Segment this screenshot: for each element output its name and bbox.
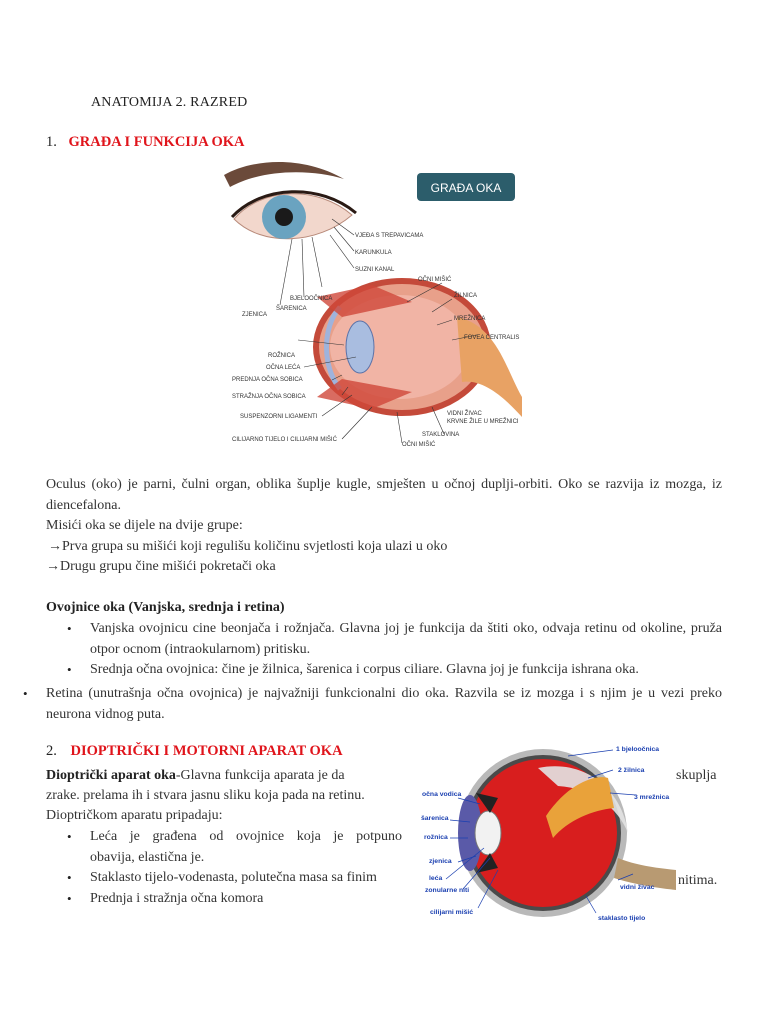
label-straznja: STRAŽNJA OČNA SOBICA: [232, 394, 306, 400]
label-mreznica: MREŽNICA: [454, 316, 486, 322]
badge-label: GRAĐA OKA: [430, 181, 502, 195]
label-krvne: KRVNE ŽILE U MREŽNICI: [447, 419, 519, 425]
label-cilijarno: CILIJARNO TIJELO I CILIJARNI MIŠIĆ: [232, 437, 337, 443]
ovojnice-list: [90, 619, 722, 681]
label-staklovina: STAKLOVINA: [422, 432, 460, 438]
list-item: [90, 827, 402, 868]
dioptric-line-2: zrake. prelama ih i stvara jasnu sliku koja pada na retinu.: [46, 788, 365, 803]
label-bjeloocnica: BJELOOČNICA: [290, 296, 333, 302]
label-roznica: rožnica: [424, 834, 448, 841]
bullet-1-line-b: obavija, elastična je.: [90, 849, 205, 865]
section-2-title: DIOPTRIČKI I MOTORNI APARAT OKA: [70, 743, 343, 759]
dioptric-lead-rest: -Glavna funkcija aparata je da: [175, 768, 345, 783]
label-cilijarni: cilijarni mišić: [430, 909, 474, 916]
label-suspenzorni: SUSPENZORNI LIGAMENTI: [240, 414, 318, 420]
muscle-group-2: →Drugu grupu čine mišići pokretači oka: [46, 559, 276, 574]
intro-paragraph: Oculus (oko) je parni, čulni organ, oblika šuplje kugle, smješten u očnoj duplji-orbiti. Oko se razvija iz mozga, iz diencefalona.: [46, 477, 722, 513]
label-vidni: VIDNI ŽIVAC: [447, 411, 482, 417]
label-sarenica: ŠARENICA: [276, 306, 307, 312]
list-item: [90, 889, 402, 910]
muscles-paragraph: Misići oka se dijele na dvije grupe:: [46, 518, 243, 533]
label-vjeda: VJEĐA S TREPAVICAMA: [355, 233, 424, 239]
label-zilnica: 2 žilnica: [618, 767, 645, 774]
muscle-group-1: →Prva grupa su mišići koji regulišu količinu svjetlosti koja ulazi u oko: [48, 539, 448, 554]
bullet-2: Staklasto tijelo-vodenasta, polutečna masa sa finim: [90, 870, 377, 885]
label-prednja: PREDNJA OČNA SOBICA: [232, 377, 303, 383]
label-vidni: vidni živac: [620, 884, 655, 891]
label-roznica: ROŽNICA: [268, 353, 295, 359]
section-2-heading: [46, 743, 343, 760]
label-zonularne: zonularne niti: [425, 887, 470, 894]
label-staklasto: staklasto tijelo: [598, 915, 646, 922]
section-1-number: 1.: [46, 134, 57, 150]
label-mreznica: 3 mrežnica: [634, 794, 670, 801]
label-suzni: SUZNI KANAL: [355, 267, 395, 273]
dioptric-list: [90, 827, 402, 909]
eye-section-figure: [418, 738, 676, 928]
label-zjenica: zjenica: [429, 858, 452, 865]
label-ocni-misic-bottom: OČNI MIŠIĆ: [402, 442, 436, 448]
label-zjenica: ZJENICA: [242, 312, 268, 318]
label-bjeloocnica: 1 bjeloočnica: [616, 746, 660, 753]
optic-nerve-illustration: [457, 317, 522, 417]
section-1-heading: [46, 134, 245, 151]
section-1-title: GRAĐA I FUNKCIJA OKA: [68, 134, 245, 150]
dioptric-line-3: Dioptričkom aparatu pripadaju:: [46, 808, 223, 823]
bullet-3: Prednja i stražnja očna komora: [90, 890, 264, 906]
dioptric-lead-bold: Dioptrički aparat oka: [46, 768, 176, 783]
list-item: • Retina (unutrašnja očna ovojnica) je najvažniji funkcionalni dio oka. Razvila se iz mozga i s njim je u vezi preko neurona vidnog puta.: [46, 684, 722, 725]
bullet-1-line-a: • Leća je građena od ovojnice koja je potpuno: [90, 829, 402, 844]
label-karunkula: KARUNKULA: [355, 250, 392, 256]
list-item: • Srednja očna ovojnica: čine je žilnica, šarenica i corpus ciliare. Glavna joj je funkcija ishrana oka.: [90, 660, 722, 681]
label-ocna-leca: OČNA LEĆA: [266, 365, 301, 371]
label-fovea: FOVEA CENTRALIS: [464, 335, 520, 341]
dioptric-lead: [46, 766, 401, 787]
lens-illustration: [475, 811, 501, 855]
bullet-2-right: nitima.: [678, 873, 718, 888]
retina-list: [46, 684, 722, 725]
section-2-number: 2.: [46, 743, 57, 759]
list-item: [90, 868, 402, 889]
label-leca: leća: [429, 875, 443, 882]
eye-anatomy-figure: [222, 157, 522, 455]
list-item: • Vanjska ovojnicu cine beonjača i rožnjača. Glavna joj je funkcija da štiti oko, odvaja retinu od okoline, pruža otpor ocnom (intraokularnom) pritisku.: [90, 619, 722, 660]
ovojnice-heading: Ovojnice oka (Vanjska, srednja i retina): [46, 600, 285, 615]
label-ocni-misic-top: OČNI MIŠIĆ: [418, 277, 452, 283]
label-zilnica: ŽILNICA: [454, 293, 478, 299]
label-ocna-vodica: očna vodica: [422, 791, 462, 798]
dioptric-lead-right: skuplja: [676, 768, 717, 783]
label-sarenica: šarenica: [421, 815, 449, 822]
eyebrow-illustration: [224, 162, 344, 187]
document-title: ANATOMIJA 2. RAZRED: [91, 95, 248, 110]
